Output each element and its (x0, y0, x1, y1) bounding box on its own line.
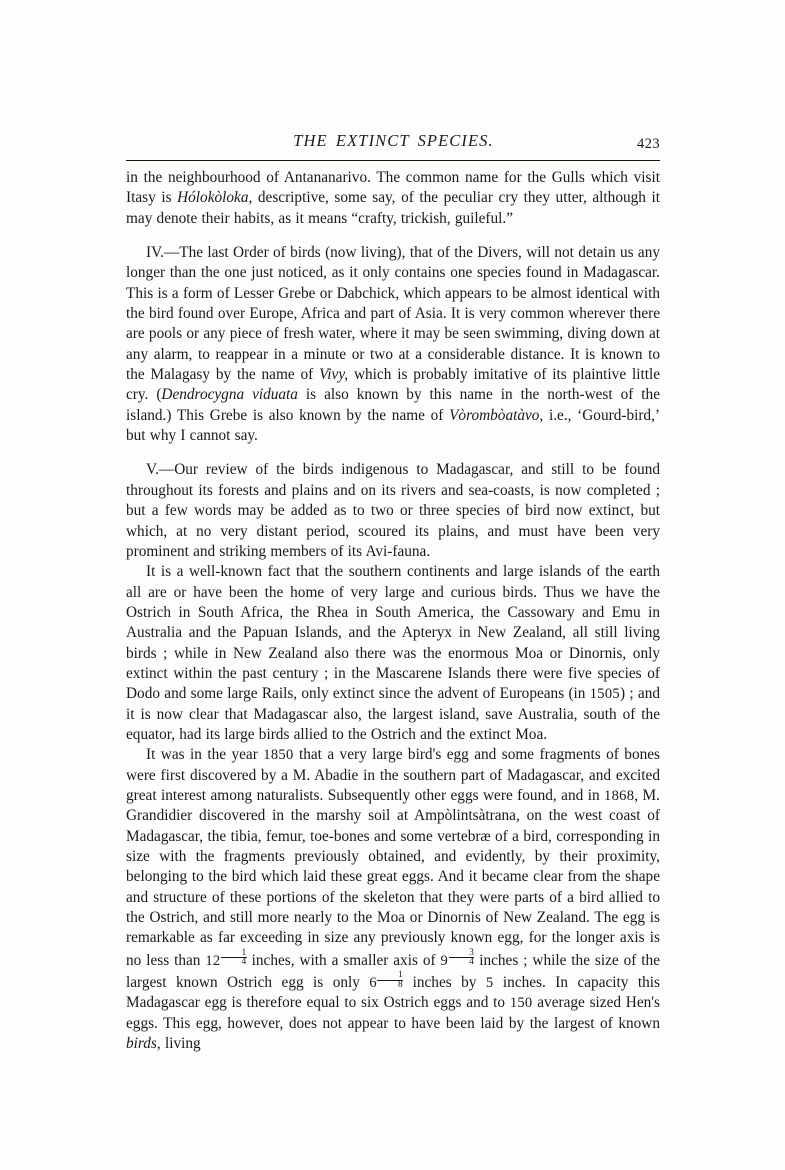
p4-text-a: It is a well-known fact that the southern continents and large islands of the earth all are or have been the home of very large and curious birds. Thus we have the Ostrich in South Africa, the Rhea in South America, the Cassowary and Emu in Australia and the Papuan Islands, and the Apteryx in New Zealand, all still living birds ; while in New Zealand also there was the enormous Moa or Dinornis, only extinct within the past century ; in the Mascarene Islands there were five species of Dodo and some large Rails, only extinct since the advent of Europeans (in (126, 563, 660, 703)
running-head-title: THE EXTINCT SPECIES. (293, 131, 494, 150)
fraction-denominator: 4 (469, 957, 474, 968)
fraction-numerator: 1 (221, 949, 247, 959)
p5-measure-6: 6 (369, 975, 377, 992)
p2-italic-vivy: Vivy, (319, 366, 349, 384)
p2-text-d: , i.e., ‘Gourd-bird,’ but why I cannot say. (126, 406, 661, 445)
fraction-denominator: 8 (397, 979, 403, 990)
p5-year-1868: 1868 (604, 787, 635, 804)
page-header (126, 131, 660, 157)
p2-text-b: which is probably imitative of its plaintive little cry. ( (126, 366, 660, 404)
p4-text-b: ) ; and it is now clear that Madagascar also, the largest island, save Australia, south of the equator, had its large birds allied to the Ostrich and the extinct Moa. (126, 685, 660, 743)
p5-fraction-one-eighth (377, 971, 403, 989)
p5-text-g: inches by (403, 974, 486, 992)
fraction-denominator: 4 (241, 957, 247, 968)
p1-text-a: in the neighbourhood of Antananarivo. The common name for the Gulls which visit Itasy is (126, 169, 660, 207)
p5-text-e: inches ; while the size of the largest known Ostrich egg is only (126, 951, 660, 992)
p2-text-c: is also known by this name in the north-west of the island.) This Grebe is also known by the name of (126, 386, 660, 424)
p1-italic-holokoloka: Hólokòloka, (177, 189, 253, 207)
page-number: 423 (637, 136, 660, 152)
p5-text-h: inches. In capacity this Madagascar egg is therefore equal to six Ostrich eggs and to (126, 974, 660, 1012)
p5-fraction-one-quarter (221, 949, 247, 967)
p3-text-a: V.—Our review of the birds indigenous to Madagascar, and still to be found throughout its forests and plains and on its rivers and sea-coasts, is now completed ; but a few words may be added as to two or three species of bird now extinct, but which, at no very distant period, scoured its plains, and must have been very prominent and striking members of its Avi-fauna. (126, 461, 660, 560)
p5-italic-birds: birds (126, 1035, 157, 1053)
p5-text-j: average sized Hen's eggs. This egg, however, does not appear to have been laid by the largest of known (126, 994, 660, 1032)
p2-text-a: IV.—The last Order of birds (now living), that of the Divers, will not detain us any longer than the one just noticed, as it only contains one species found in Madagascar. This is a form of Lesser Grebe or Dabchick, which appears to be almost identical with the bird found over Europe, Africa and part of Asia. It is very common wherever there are pools or any piece of fresh water, where it may be seen swimming, diving down at any alarm, to reappear in a minute or two at a considerable distance. It is known to the Malagasy by the name of (126, 244, 660, 384)
paragraph-3 (126, 460, 660, 562)
running-head (126, 131, 660, 157)
p5-count-150: 150 (509, 995, 533, 1012)
paragraph-5 (126, 745, 660, 1054)
paragraph-2 (126, 243, 660, 446)
p5-year-1850: 1850 (263, 747, 294, 764)
paragraph-1 (126, 168, 660, 229)
page-body (126, 168, 660, 1054)
p5-text-d: inches, with a smaller axis of (246, 951, 441, 969)
p5-measure-9: 9 (440, 952, 449, 969)
p4-year-1505: 1505 (589, 686, 620, 703)
p5-measure-12: 12 (205, 952, 221, 969)
p5-fraction-three-quarters (449, 949, 475, 967)
p2-italic-dendrocygna-viduata: Dendrocygna viduata (161, 386, 298, 404)
p5-measure-5: 5 (485, 975, 494, 992)
p1-text-b: descriptive, some say, of the peculiar cry they utter, although it may denote their habits, as it means “crafty, trickish, guileful.” (126, 189, 660, 227)
p5-text-a: It was in the year (146, 746, 264, 764)
p5-text-c: , M. Grandidier discovered in the marshy soil at Ampòlintsàtrana, on the west coast of Madagascar, the tibia, femur, toe-bones and some vertebræ of a bird, corresponding in size with the fragments previously obtained, and evidently, by their proximity, belonging to the bird which laid these great eggs. And it became clear from the shape and structure of these portions of the skeleton that they were parts of a bird allied to the Ostrich, and still more nearly to the Moa or Dinornis of New Zealand. The egg is remarkable as far exceeding in size any previously known egg, for the longer axis is no less than (126, 786, 660, 969)
fraction-numerator: 3 (449, 949, 475, 959)
p5-text-b: that a very large bird's egg and some fragments of bones were first discovered by a M. Abadie in the southern part of Madagascar, and excited great interest among naturalists. Subsequently other eggs were found, and in (126, 746, 660, 804)
fraction-numerator: 1 (377, 971, 403, 981)
p5-text-k: , living (156, 1035, 201, 1053)
p2-italic-voromboatavo: Vòrombòatàvo (449, 406, 540, 424)
header-rule (126, 160, 660, 161)
paragraph-4 (126, 562, 660, 745)
